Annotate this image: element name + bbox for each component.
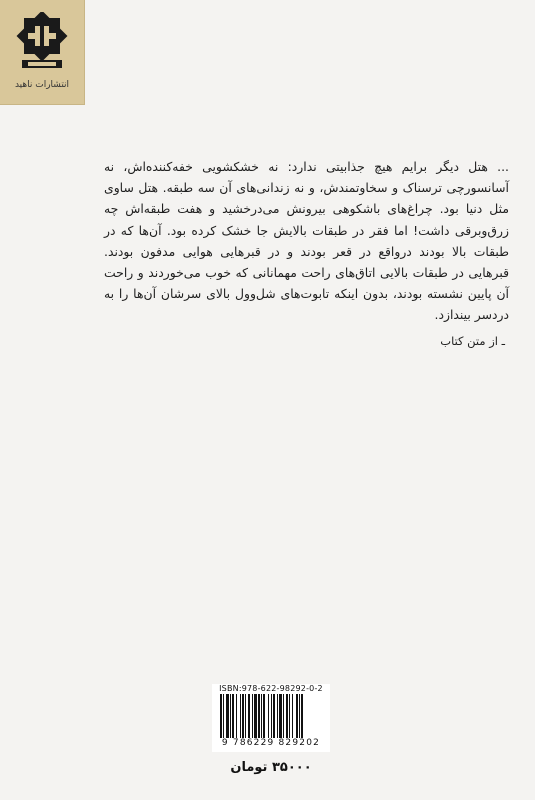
back-cover-blurb: ... هتل دیگر برایم هیچ جذابیتی ندارد: نه خشکشویی خفه‌کننده‌اش، نه آسانسورچی ترسناک و سخاوتمندش، و نه زندانی‌های آن سه طبقه. هتل ساوی مثل دنیا بود. چراغ‌های باشکوهی بیرونش می‌درخشید و هفت طبقه‌اش چه زرق‌وبرقی داشت! اما فقر در طبقات بالایش جا خشک کرده بود. آن‌ها که در طبقات بالا بودند درواقع در قعر بودند و در قبرهایی هوایی مدفون بودند. قبرهایی در طبقات بالایی اتاق‌های راحت مهمانانی که خوب می‌خوردند و راحت آن پایین نشسته بودند، بدون اینکه تابوت‌های شل‌وول بالای سرشان آن‌ها را به دردسر بیندازد.: [104, 159, 509, 323]
publisher-logo-panel: [0, 0, 85, 105]
barcode-image: [218, 694, 324, 738]
barcode-block: [212, 684, 330, 752]
star-book-logo-icon: [14, 12, 70, 74]
book-price: ۳۵۰۰۰ تومان: [230, 760, 312, 775]
publisher-name: انتشارات ناهید: [14, 80, 70, 90]
isbn-label: ISBN:978-622-98292-0-2: [219, 684, 323, 693]
barcode-digits: 9 786229 829202: [221, 738, 321, 748]
blurb-source: ـ از متن کتاب: [440, 334, 505, 348]
